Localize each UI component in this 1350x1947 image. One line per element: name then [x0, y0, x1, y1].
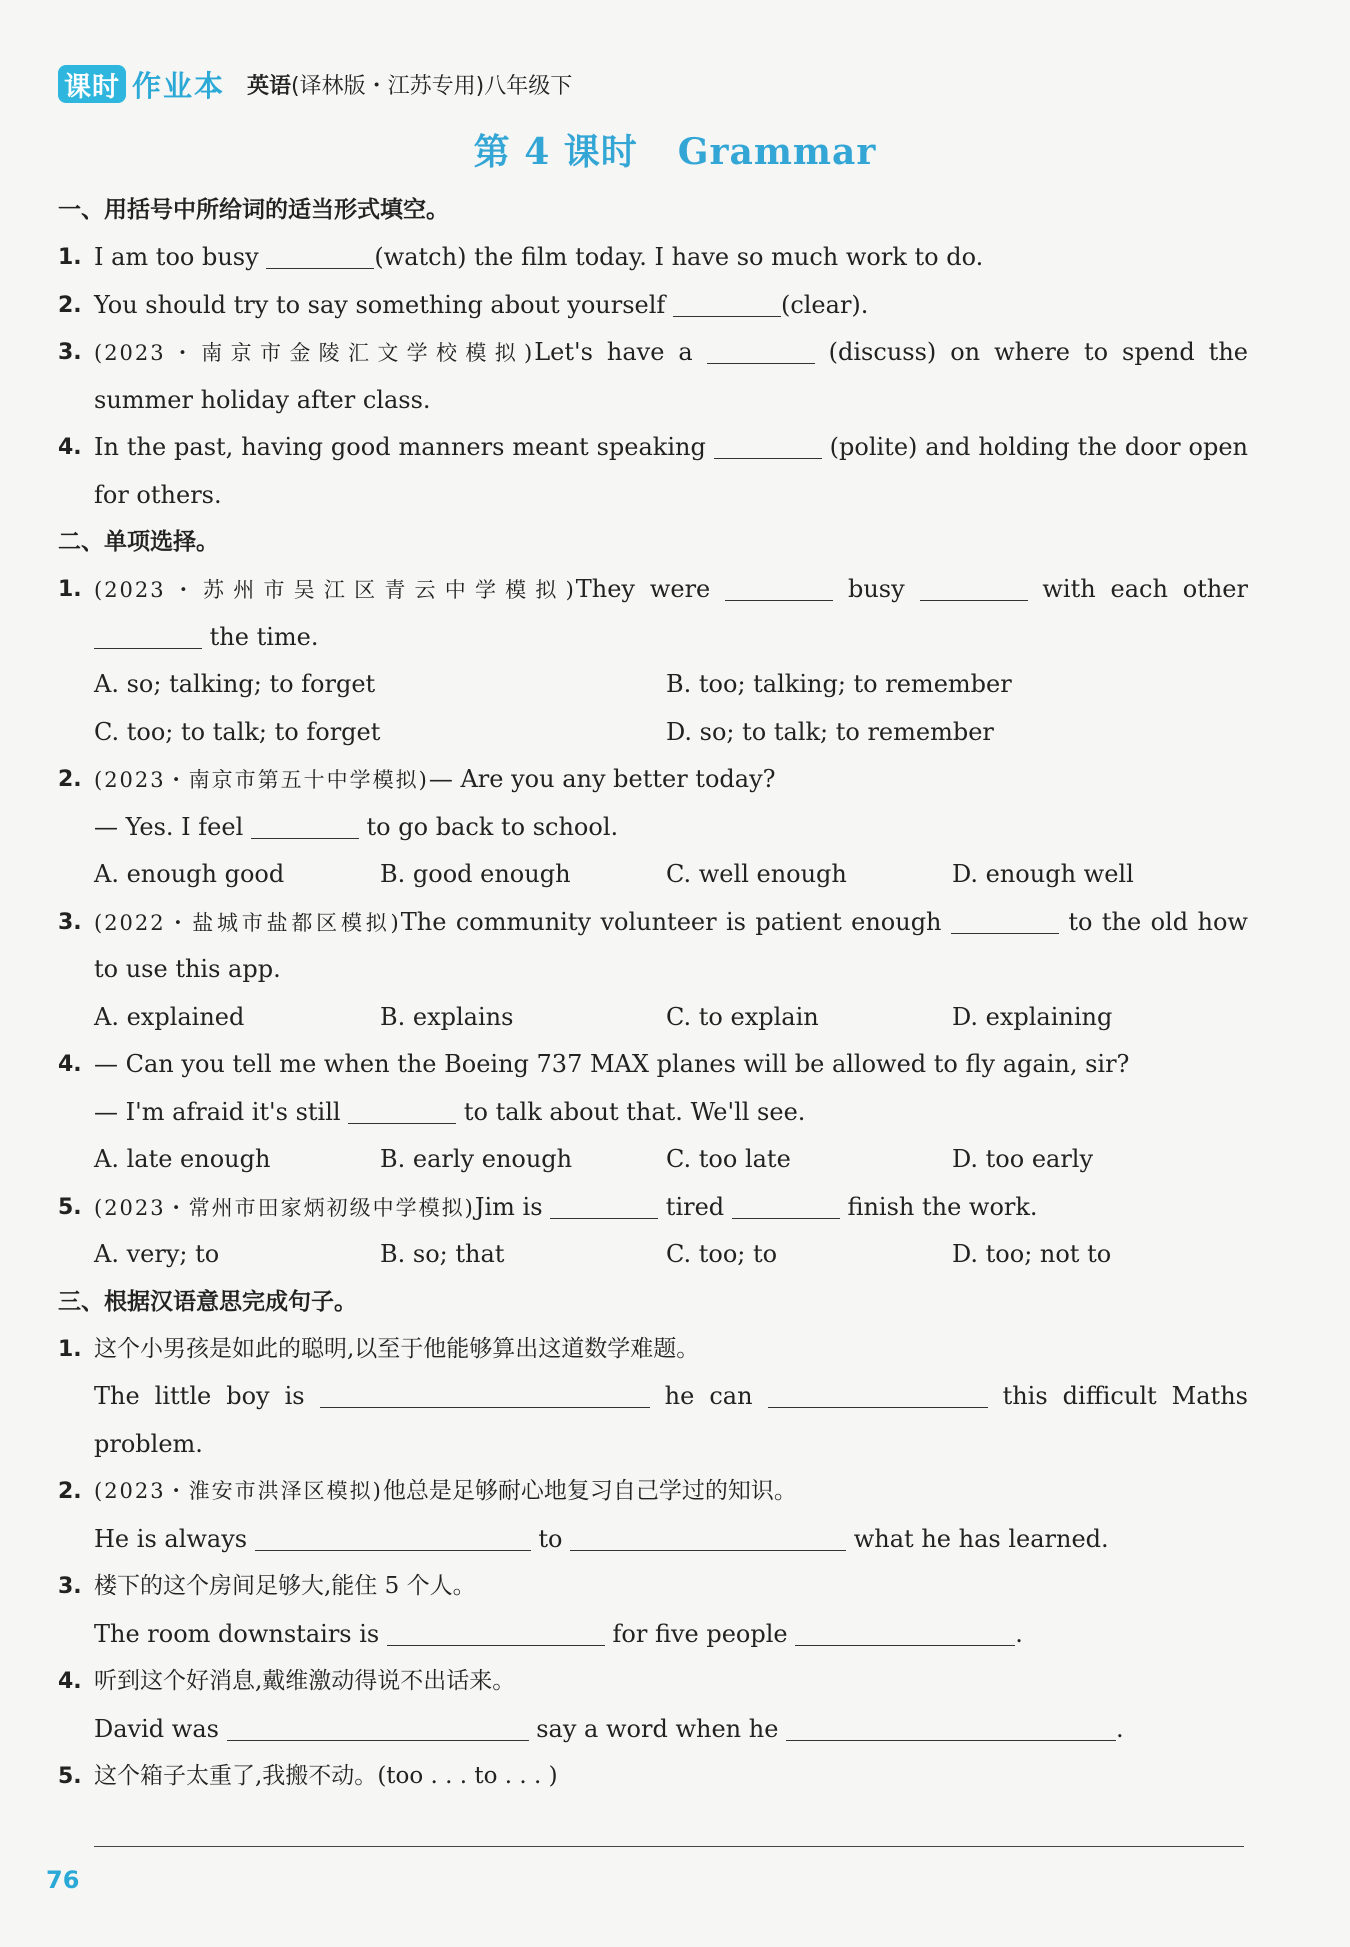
answer-blank[interactable]	[714, 428, 822, 459]
s2-q4	[58, 1041, 1248, 1089]
question-text: (discuss) on where to spend the	[828, 338, 1248, 366]
answer-blank[interactable]	[707, 333, 815, 364]
option-c[interactable]: C. to explain	[666, 1002, 819, 1031]
s2-q3	[58, 899, 1248, 947]
question-text: to the old how	[1068, 907, 1248, 936]
question-text: The room downstairs is	[94, 1619, 380, 1648]
book-header	[58, 62, 572, 106]
question-text: what he has learned.	[853, 1524, 1109, 1553]
s3-q3-answer	[58, 1611, 1248, 1659]
question-text: summer holiday after class.	[94, 385, 431, 414]
option-a[interactable]: A. enough good	[94, 860, 285, 888]
option-b[interactable]: B. early enough	[380, 1145, 573, 1173]
section-3-title: 三、根据汉语意思完成句子。	[58, 1288, 357, 1315]
question-number: 1.	[58, 577, 82, 602]
lesson-name: Grammar	[677, 131, 877, 173]
question-text: for five people	[612, 1619, 788, 1648]
question-text: this difficult Maths	[1002, 1382, 1248, 1410]
question-number: 4.	[58, 435, 82, 460]
option-d[interactable]: D. explaining	[952, 1002, 1113, 1031]
answer-blank[interactable]	[387, 1615, 605, 1646]
question-text: with each other	[1042, 575, 1248, 603]
s2-q4-reply	[58, 1089, 1248, 1137]
s2-q5	[58, 1184, 1248, 1232]
chinese-prompt: 听到这个好消息,戴维激动得说不出话来。	[94, 1668, 516, 1694]
question-text: Jim is	[474, 1192, 543, 1221]
question-source: (2022・盐城市盐都区模拟)	[94, 910, 401, 935]
s3-q4	[58, 1658, 1248, 1706]
s2-q3-cont	[58, 946, 1248, 994]
answer-blank[interactable]	[348, 1093, 456, 1124]
s1-q3	[58, 329, 1248, 377]
brand-logo: 课时	[58, 65, 126, 103]
question-number: 2.	[58, 767, 82, 792]
question-text: (clear).	[780, 290, 869, 319]
answer-blank[interactable]	[251, 808, 359, 839]
question-text: finish the work.	[847, 1192, 1038, 1221]
question-text: to go back to school.	[366, 812, 619, 841]
question-text: — I'm afraid it's still	[94, 1097, 341, 1126]
answer-line[interactable]	[94, 1846, 1244, 1847]
question-number: 1.	[58, 245, 82, 270]
answer-blank[interactable]	[320, 1377, 650, 1408]
page-number: 76	[46, 1866, 80, 1894]
option-b[interactable]: B. too; talking; to remember	[666, 670, 1012, 698]
s3-q1-cont	[58, 1421, 1248, 1469]
question-text: He is always	[94, 1524, 248, 1553]
s2-q4-options	[58, 1136, 1248, 1184]
question-text: (polite) and holding the door open	[829, 433, 1248, 461]
s1-q4	[58, 424, 1248, 472]
s2-q2-options	[58, 851, 1248, 899]
question-text: busy	[847, 575, 905, 603]
option-d[interactable]: D. too early	[952, 1145, 1094, 1173]
s3-q3	[58, 1563, 1248, 1611]
option-c[interactable]: C. too; to talk; to forget	[94, 717, 381, 746]
question-text: to use this app.	[94, 955, 281, 983]
question-text: .	[1015, 1619, 1023, 1648]
question-text: Let's have a	[534, 338, 693, 366]
s3-q1	[58, 1326, 1248, 1374]
exercise-content	[58, 187, 1248, 1801]
option-d[interactable]: D. too; not to	[952, 1240, 1112, 1268]
question-source: (2023・常州市田家炳初级中学模拟)	[94, 1195, 475, 1220]
question-text: They were	[575, 575, 711, 603]
option-c[interactable]: C. too; to	[666, 1240, 778, 1268]
section-2-title: 二、单项选择。	[58, 529, 219, 555]
s2-q1-cont	[58, 614, 1248, 662]
answer-blank[interactable]	[227, 1710, 529, 1741]
option-d[interactable]: D. enough well	[952, 860, 1134, 888]
option-c[interactable]: C. well enough	[666, 860, 847, 888]
answer-blank[interactable]	[920, 570, 1028, 601]
question-text: David was	[94, 1714, 219, 1743]
question-text: problem.	[94, 1429, 203, 1458]
question-text: I am too busy	[94, 243, 259, 271]
question-source: (2023・苏州市吴江区青云中学模拟)	[94, 578, 576, 602]
s3-q2	[58, 1468, 1248, 1516]
option-b[interactable]: B. so; that	[380, 1240, 505, 1268]
s3-q1-answer	[58, 1373, 1248, 1421]
answer-blank[interactable]	[786, 1710, 1116, 1741]
question-number: 3.	[58, 909, 82, 935]
chinese-prompt: 这个小男孩是如此的聪明,以至于他能够算出这道数学难题。	[94, 1335, 700, 1362]
answer-blank[interactable]	[732, 1188, 840, 1219]
question-text: — Can you tell me when the Boeing 737 MAX planes will be allowed to fly again, sir?	[94, 1050, 1130, 1078]
edition-label: (译林版・江苏专用)八年级下	[291, 73, 573, 99]
subject-label: 英语	[247, 73, 292, 99]
option-c[interactable]: C. too late	[666, 1145, 791, 1173]
answer-blank[interactable]	[266, 238, 374, 269]
answer-blank[interactable]	[768, 1377, 988, 1408]
answer-blank[interactable]	[255, 1520, 531, 1551]
question-text: he can	[664, 1382, 753, 1410]
question-text: say a word when he	[536, 1714, 779, 1743]
s3-q2-answer	[58, 1516, 1248, 1564]
question-text: to	[538, 1524, 563, 1553]
brand-logo-subtitle: 作业本	[132, 68, 226, 103]
question-text: The community volunteer is patient enough	[400, 907, 942, 936]
answer-blank[interactable]	[795, 1615, 1015, 1646]
question-number: 3.	[58, 340, 82, 365]
question-text: In the past, having good manners meant speaking	[94, 433, 706, 461]
s2-q5-options	[58, 1231, 1248, 1279]
s2-q2	[58, 756, 1248, 804]
answer-blank[interactable]	[951, 903, 1059, 934]
question-number: 3.	[58, 1574, 82, 1599]
question-source: (2023・淮安市洪泽区模拟)	[94, 1479, 383, 1503]
s1-q4-cont	[58, 472, 1248, 520]
option-d[interactable]: D. so; to talk; to remember	[666, 717, 994, 746]
s3-q5	[58, 1753, 1248, 1801]
book-info	[247, 69, 572, 100]
option-a[interactable]: A. late enough	[94, 1145, 271, 1173]
answer-blank[interactable]	[94, 618, 202, 649]
option-a[interactable]: A. explained	[94, 1002, 245, 1031]
question-text: to talk about that. We'll see.	[463, 1097, 806, 1126]
question-text: — Yes. I feel	[94, 812, 244, 841]
s2-q2-reply	[58, 804, 1248, 852]
option-b[interactable]: B. explains	[380, 1002, 514, 1031]
option-a[interactable]: A. very; to	[94, 1240, 220, 1268]
structure-hint: (too . . . to . . . )	[377, 1763, 558, 1789]
s1-q2	[58, 282, 1248, 330]
s2-q1-options-cd	[58, 709, 1248, 757]
s2-q1	[58, 566, 1248, 614]
question-text: .	[1116, 1714, 1124, 1743]
question-source: (2023・南京市第五十中学模拟)	[94, 768, 429, 792]
s1-q1	[58, 234, 1248, 282]
question-text: tired	[665, 1192, 725, 1221]
answer-blank[interactable]	[570, 1520, 846, 1551]
chinese-prompt: 这个箱子太重了,我搬不动。	[94, 1763, 378, 1789]
question-number: 2.	[58, 1479, 82, 1504]
question-source: (2023・南京市金陵汇文学校模拟)	[94, 341, 535, 365]
question-text: the time.	[209, 622, 319, 651]
s2-q3-options	[58, 994, 1248, 1042]
answer-blank[interactable]	[725, 570, 833, 601]
option-a[interactable]: A. so; talking; to forget	[94, 670, 376, 698]
question-number: 5.	[58, 1764, 82, 1789]
s3-q4-answer	[58, 1706, 1248, 1754]
question-number: 4.	[58, 1052, 82, 1077]
question-text: You should try to say something about yourself	[94, 290, 666, 319]
lesson-number: 第 4 课时	[473, 131, 638, 173]
question-text: The little boy is	[94, 1382, 305, 1410]
chinese-prompt: 他总是足够耐心地复习自己学过的知识。	[382, 1478, 797, 1504]
section-1-title: 一、用括号中所给词的适当形式填空。	[58, 197, 449, 223]
question-text: (watch) the film today. I have so much work to do.	[374, 243, 984, 271]
option-b[interactable]: B. good enough	[380, 860, 571, 888]
chinese-prompt: 楼下的这个房间足够大,能住 5 个人。	[94, 1573, 476, 1599]
answer-blank[interactable]	[550, 1188, 658, 1219]
question-text: for others.	[94, 480, 222, 509]
s2-q1-options-ab	[58, 661, 1248, 709]
lesson-title	[0, 124, 1350, 175]
question-number: 4.	[58, 1669, 82, 1694]
question-text: — Are you any better today?	[428, 765, 776, 793]
question-number: 5.	[58, 1194, 82, 1220]
question-number: 1.	[58, 1336, 82, 1362]
s1-q3-cont	[58, 377, 1248, 425]
question-number: 2.	[58, 292, 82, 318]
answer-blank[interactable]	[673, 286, 781, 317]
